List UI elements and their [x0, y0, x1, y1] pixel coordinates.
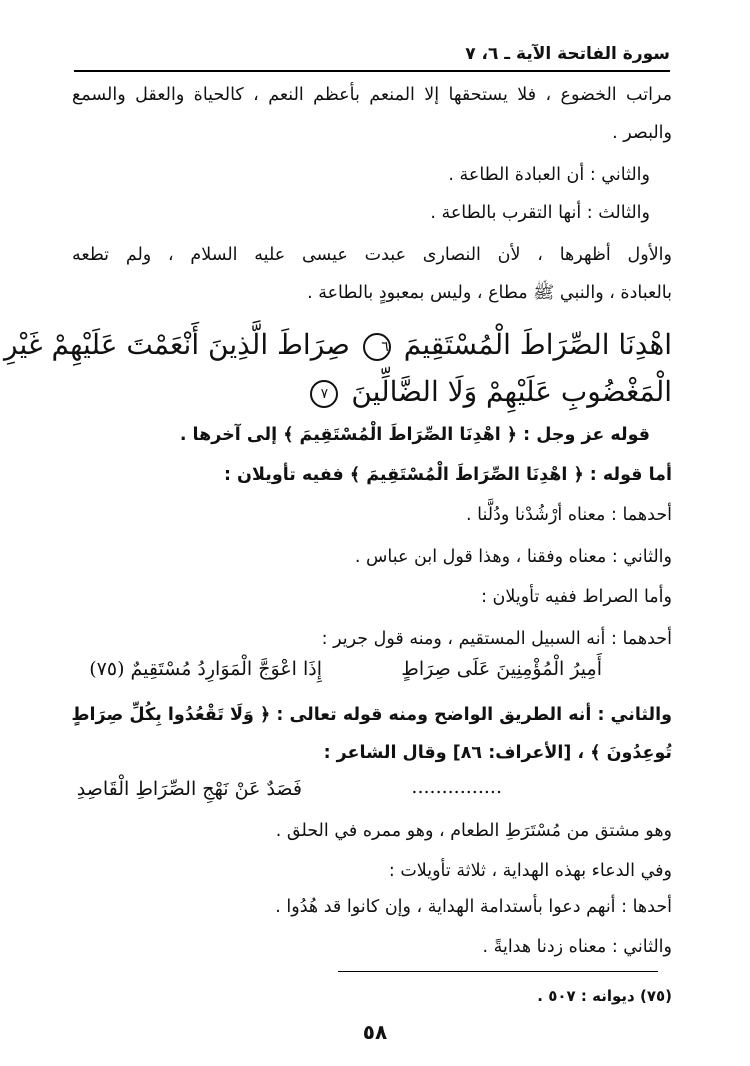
text-line: والثاني : معناه زدنا هدايةً . — [482, 937, 672, 957]
verse-number-mark: ٧ — [310, 380, 338, 408]
text-line: تُوعِدُونَ ﴾ ، [الأعراف: ٨٦] وقال الشاعر : — [323, 743, 672, 763]
text-line: والثاني : أن العبادة الطاعة . — [448, 165, 650, 185]
header-title: سورة الفاتحة الآية ـ ٦، ٧ — [465, 44, 670, 64]
footnote-rule — [338, 971, 658, 972]
text-line: والأول أظهرها ، لأن النصارى عبدت عيسى عليه السلام ، ولم تطعه — [72, 245, 672, 265]
text-line: بالعبادة ، والنبي ﷺ مطاع ، وليس بمعبودٍ بالطاعة . — [307, 283, 672, 303]
verse-line-2 — [306, 370, 672, 414]
text-line: والبصر . — [612, 123, 672, 143]
text-line: مراتب الخضوع ، فلا يستحقها إلا المنعم بأعظم النعم ، كالحياة والعقل والسمع — [72, 85, 672, 105]
text-line: وهو مشتق من مُسْتَرَطِ الطعام ، وهو ممره في الحلق . — [275, 821, 672, 841]
verse-text: صِرَاطَ الَّذِينَ أَنْعَمْتَ عَلَيْهِمْ غَيْرِ — [4, 328, 350, 361]
poem-hemistich: فَصَدٌ عَنْ نَهْجِ الصِّرَاطِ الْقَاصِدِ — [76, 778, 302, 800]
footnote: (٧٥) ديوانه : ٥٠٧ . — [537, 987, 672, 1005]
verse-number-mark: ٦ — [363, 333, 391, 361]
poem-second-hemistich: إِذَا اعْوَجَّ الْمَوَارِدُ مُسْتَقِيمٌ (٧٥) — [89, 658, 322, 680]
poem-dots: ............... — [411, 776, 502, 798]
verse-text: اهْدِنَا الصِّرَاطَ الْمُسْتَقِيمَ — [403, 328, 672, 361]
verse-text: الْمَغْضُوبِ عَلَيْهِمْ وَلَا الضَّالِّينَ — [351, 375, 672, 408]
text-line: أحدهما : معناه أرْشُدْنا ودُلَّنا . — [466, 505, 672, 525]
verse-line-1 — [4, 323, 672, 367]
text-line: والثاني : معناه وفقنا ، وهذا قول ابن عباس . — [354, 547, 672, 567]
text-line: قوله عز وجل : ﴿ اهْدِنَا الصِّرَاطَ الْمُسْتَقِيمَ ﴾ إلى آخرها . — [179, 425, 650, 445]
text-line: والثاني : أنه الطريق الواضح ومنه قوله تعالى : ﴿ وَلَا تَقْعُدُوا بِكُلِّ صِرَاطٍ — [71, 705, 672, 725]
text-line: وفي الدعاء بهذه الهداية ، ثلاثة تأويلات : — [388, 861, 672, 881]
text-line: أحدهما : أنه السبيل المستقيم ، ومنه قول جرير : — [321, 629, 672, 649]
header-rule — [74, 70, 670, 72]
text-line: أما قوله : ﴿ اهْدِنَا الصِّرَاطَ الْمُسْتَقِيمَ ﴾ ففيه تأويلان : — [223, 465, 672, 485]
poem-first-hemistich: أَمِيرُ الْمُؤْمِنِينَ عَلَى صِرَاطٍ — [401, 658, 602, 680]
running-header — [80, 44, 670, 70]
text-line: وأما الصراط ففيه تأويلان : — [481, 587, 672, 607]
text-line: أحدها : أنهم دعوا بأستدامة الهداية ، وإن كانوا قد هُدُوا . — [275, 897, 672, 917]
page-number: ٥٨ — [362, 1020, 388, 1044]
text-line: والثالث : أنها التقرب بالطاعة . — [430, 203, 650, 223]
